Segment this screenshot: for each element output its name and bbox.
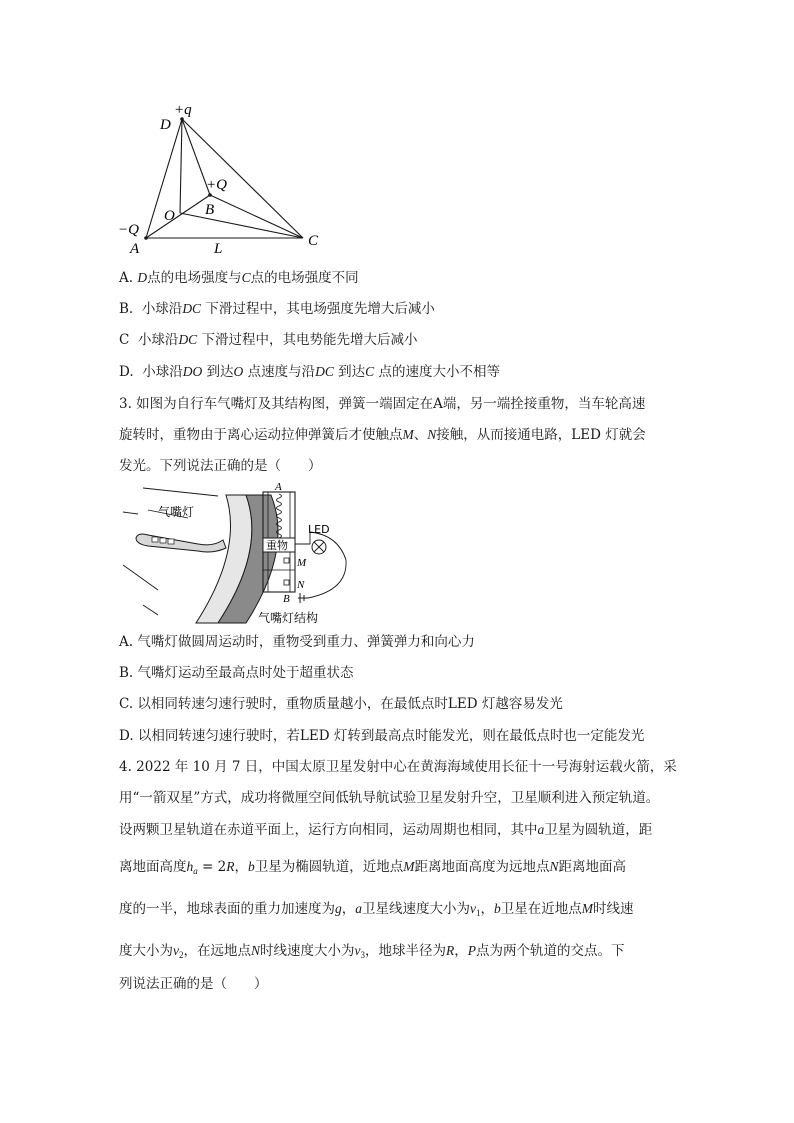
point-B [208, 193, 212, 197]
tetrahedron-figure [110, 95, 340, 260]
q3-stem-line-3: 发光。下列说法正确的是（ ） [119, 458, 322, 474]
label-M-struct: M [297, 557, 307, 569]
q3-option-d: D. 以相同转速匀速行驶时，若LED 灯转到最高点时能发光，则在最低点时也一定能发光 [119, 728, 645, 744]
spoke-4 [143, 605, 158, 615]
label-A-top: A [275, 481, 282, 493]
label-O: O [164, 208, 175, 224]
q4-stem-line-6: 度大小为$v_2$，在远地点N时线速度大小为$v_3$，地球半径为R，P点为两个轨道的交点。下 [119, 943, 625, 960]
spoke-1 [143, 488, 218, 496]
label-A: A [130, 241, 140, 257]
valve-lamp-body [136, 534, 226, 552]
label-L: L [214, 241, 223, 257]
q4-stem-line-5: 度的一半，地球表面的重力加速度为g，a卫星线速度大小为$v_1$，b卫星在近地点M时线速 [119, 901, 634, 918]
q2-option-a: A. D点的电场强度与C点的电场强度不同 [119, 270, 359, 286]
q4-stem-line-3: 设两颗卫星轨道在赤道平面上，运行方向相同，运动周期也相同，其中a卫星为圆轨道，距 [119, 822, 653, 838]
q3-stem-line-1: 3. 如图为自行车气嘴灯及其结构图，弹簧一端固定在A端，另一端拴接重物，当车轮高速 [119, 396, 646, 412]
q2-option-c: C 小球沿DC 下滑过程中，其电势能先增大后减小 [119, 332, 418, 348]
led-segment-3 [168, 539, 174, 544]
q4-stem-line-1: 4. 2022 年 10 月 7 日，中国太原卫星发射中心在黄海海域使用长征十一号海射运载火箭，采 [119, 759, 677, 775]
label-C: C [308, 233, 319, 249]
q2-option-b: B. 小球沿DC 下滑过程中，其电场强度先增大后减小 [119, 301, 435, 317]
edge-DO [180, 119, 182, 213]
label-plus-Q: +Q [206, 177, 227, 193]
label-plus-q: +q [174, 102, 192, 118]
point-A [144, 236, 148, 240]
led-label: LED [308, 523, 330, 536]
q3-option-b: B. 气嘴灯运动至最高点时处于超重状态 [119, 665, 354, 681]
label-N-struct: N [297, 579, 305, 591]
edge-AB [146, 195, 210, 238]
structure-caption: 气嘴灯结构 [258, 611, 319, 625]
contact-N [284, 580, 289, 585]
edge-OC [180, 213, 303, 238]
q4-stem-line-2: 用“一箭双星”方式，成功将微厘空间低轨导航试验卫星发射升空，卫星顺利进入预定轨道。 [119, 790, 660, 806]
led-segment-1 [152, 537, 158, 542]
lamp-label: 气嘴灯 [158, 505, 195, 519]
spoke-3 [123, 565, 158, 590]
led-segment-2 [160, 538, 166, 543]
label-D: D [160, 117, 171, 133]
valve-lamp-figure [118, 480, 363, 628]
q3-stem-line-2: 旋转时，重物由于离心运动拉伸弹簧后才使触点M、N接触，从而接通电路，LED 灯就会 [119, 427, 646, 443]
spoke-2 [123, 512, 138, 514]
edge-DC [182, 119, 303, 238]
label-B: B [205, 202, 215, 218]
label-minus-Q: −Q [118, 222, 139, 238]
weight-label: 重物 [266, 539, 288, 552]
q3-option-c: C. 以相同转速匀速行驶时，重物质量越小，在最低点时LED 灯越容易发光 [119, 696, 563, 712]
q3-option-a: A. 气嘴灯做圆周运动时，重物受到重力、弹簧弹力和向心力 [119, 634, 475, 650]
edge-BC [210, 195, 303, 238]
label-B-bottom: B [283, 593, 290, 605]
contact-M [284, 558, 289, 563]
q4-stem-line-4: 离地面高度$h_a = 2R$，b卫星为椭圆轨道，近地点M距离地面高度为远地点N距离地面高 [119, 859, 626, 876]
q4-stem-line-7: 列说法正确的是（ ） [119, 976, 268, 992]
q2-option-d: D. 小球沿DO 到达O 点速度与沿DC 到达C 点的速度大小不相等 [119, 364, 500, 380]
